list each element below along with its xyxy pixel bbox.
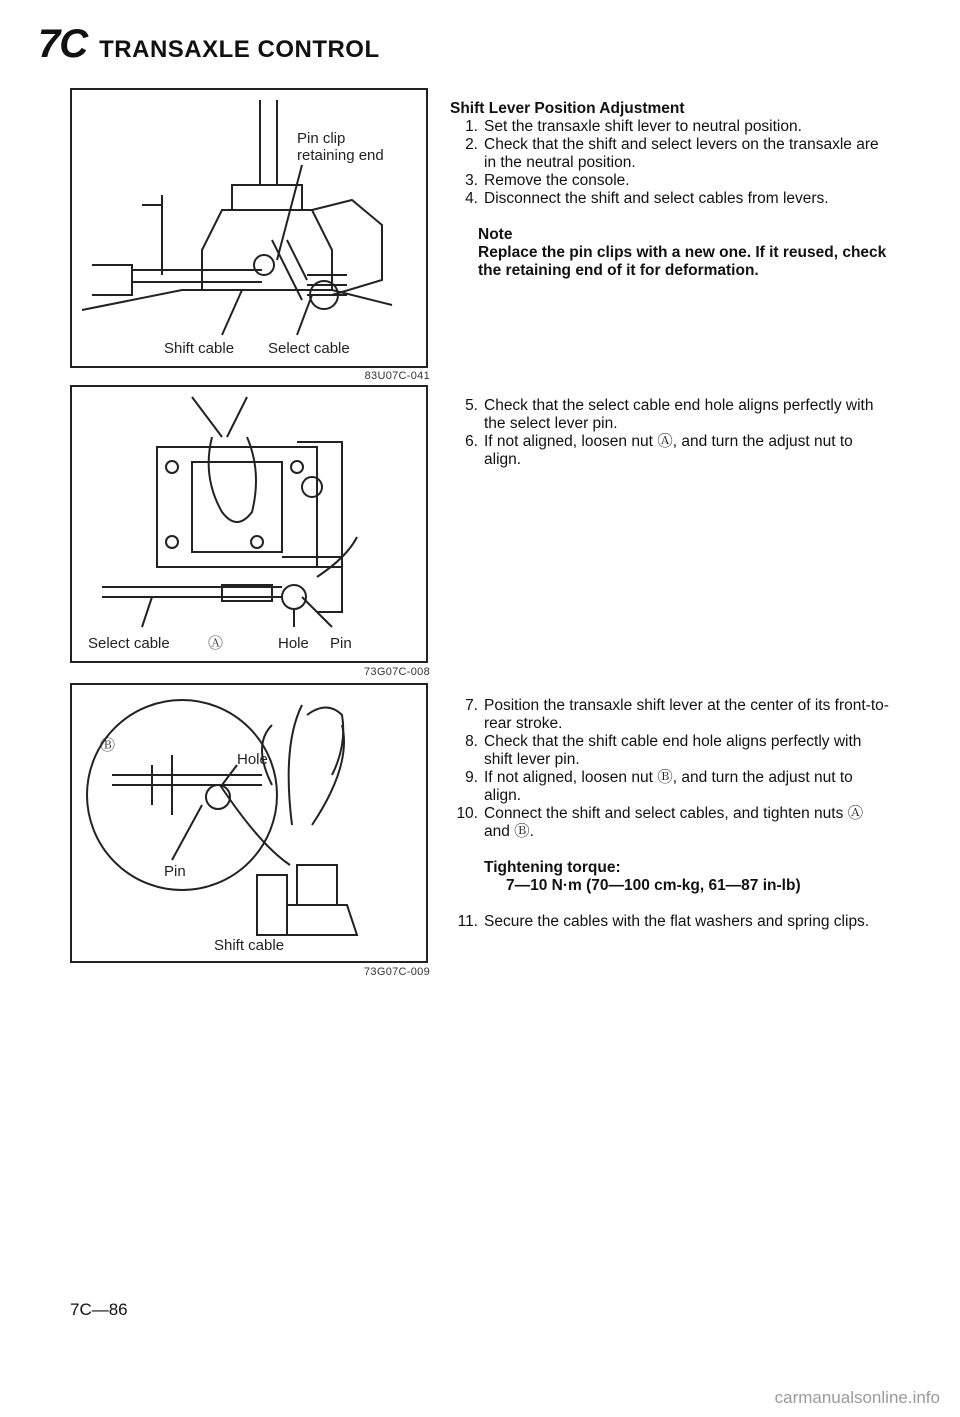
select-cable-drawing — [72, 387, 426, 661]
note-title: Note — [478, 226, 513, 243]
figure-shift-cable-adjustment — [70, 683, 428, 963]
label-select-cable: Select cable — [268, 340, 350, 357]
label-hole: Hole — [278, 635, 309, 652]
list-item: 8. Check that the shift cable end hole aligns perfectly with shift lever pin. — [465, 733, 862, 768]
procedure-heading: Shift Lever Position Adjustment — [450, 100, 685, 117]
label-nut-b: Ⓑ — [100, 737, 116, 754]
label-select-cable: Select cable — [88, 635, 170, 652]
figure-shift-lever-assembly — [70, 88, 428, 368]
label-pin: Pin — [164, 863, 186, 880]
list-item: 6. If not aligned, loosen nut Ⓐ, and turn the adjust nut to align. — [465, 433, 853, 468]
steps-list-1 — [450, 118, 890, 208]
procedure-block-3 — [450, 697, 890, 931]
procedure-block-1 — [450, 100, 890, 280]
label-shift-cable: Shift cable — [164, 340, 235, 357]
page-number: 7C—86 — [70, 1300, 128, 1319]
figure-select-cable-adjustment — [70, 385, 428, 663]
torque-title: Tightening torque: — [484, 859, 621, 876]
label-shift-cable: Shift cable — [214, 937, 285, 954]
list-item: 11. Secure the cables with the flat washers and spring clips. — [457, 913, 870, 930]
note-body: Replace the pin clips with a new one. If it reused, check the retaining end of it for deformation. — [478, 244, 887, 279]
section-number: 7C — [38, 22, 88, 66]
shift-cable-drawing — [72, 685, 426, 961]
label-pin: Pin — [330, 635, 352, 652]
figure-code: 83U07C-041 — [364, 370, 430, 382]
list-item: 2. Check that the shift and select levers on the transaxle are in the neutral position. — [465, 136, 879, 171]
page-header — [38, 22, 380, 67]
label-pin-clip: Pin clip retaining end — [297, 130, 384, 164]
figure-code: 73G07C-009 — [364, 966, 430, 978]
procedure-block-2 — [450, 397, 890, 469]
torque-value: 7—10 N·m (70—100 cm-kg, 61—87 in-lb) — [506, 877, 801, 894]
label-hole: Hole — [237, 751, 268, 768]
label-nut-a: Ⓐ — [208, 635, 224, 652]
list-item: 5. Check that the select cable end hole aligns perfectly with the select lever pin. — [465, 397, 874, 432]
watermark: carmanualsonline.info — [774, 1388, 940, 1407]
list-item: 3. Remove the console. — [465, 172, 630, 189]
list-item: 9. If not aligned, loosen nut Ⓑ, and turn the adjust nut to align. — [465, 769, 853, 804]
list-item: 1. Set the transaxle shift lever to neutral position. — [465, 118, 802, 135]
figure-code: 73G07C-008 — [364, 666, 430, 678]
list-item: 10. Connect the shift and select cables, and tighten nuts Ⓐ and Ⓑ. — [456, 805, 864, 840]
section-title: TRANSAXLE CONTROL — [99, 36, 380, 63]
list-item: 4. Disconnect the shift and select cables from levers. — [465, 190, 829, 207]
list-item: 7. Position the transaxle shift lever at the center of its front-to-rear stroke. — [465, 697, 889, 732]
